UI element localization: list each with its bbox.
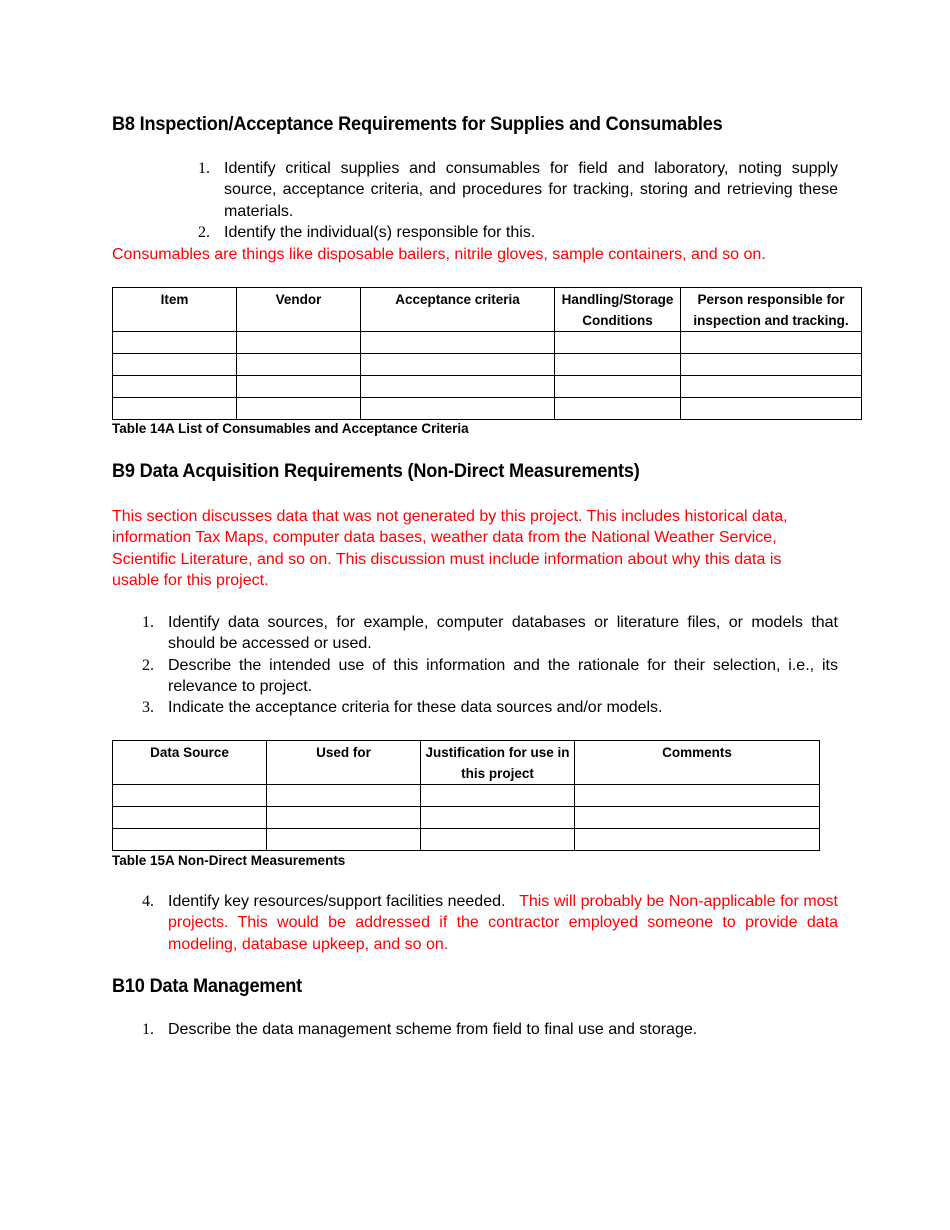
table-header-data-source: Data Source: [113, 741, 267, 785]
list-item: 4. Identify key resources/support facilities needed. This will probably be Non-applicable for most projects. This would be addressed if the contractor employed someone to provide data modeling, database upkeep, and so on.: [142, 893, 838, 953]
list-item: 2. Describe the intended use of this information and the rationale for their selection, i.e., its relevance to project.: [142, 656, 838, 695]
list-item: 1. Describe the data management scheme from field to final use and storage.: [142, 1021, 698, 1038]
list-item: 1. Identify critical supplies and consumables for field and laboratory, noting supply source, acceptance criteria, and procedures for tracking, storing and retrieving these materials.: [198, 160, 838, 220]
b10-list: [142, 1019, 838, 1040]
table-row: [113, 829, 820, 851]
b9-item4-note: This will probably be Non-applicable for most projects. This would be addressed if the contractor employed someone to provide data modeling, database upkeep, and so on.: [168, 893, 838, 953]
section-heading-b10: B10 Data Management: [112, 975, 302, 997]
section-heading-b9: B9 Data Acquisition Requirements (Non-Direct Measurements): [112, 460, 640, 482]
table-header-justification: Justification for use in this project: [421, 741, 575, 785]
table-header-used-for: Used for: [267, 741, 421, 785]
table-header-acceptance-criteria: Acceptance criteria: [361, 288, 555, 332]
consumables-table: [112, 287, 862, 420]
table-header-comments: Comments: [575, 741, 820, 785]
table-header-handling-storage: Handling/Storage Conditions: [555, 288, 681, 332]
list-item: 3. Indicate the acceptance criteria for these data sources and/or models.: [142, 699, 663, 717]
non-direct-measurements-table: [112, 740, 820, 851]
table-row: [113, 376, 862, 398]
b9-intro-note: This section discusses data that was not generated by this project. This includes historical data, information Tax Maps, computer data bases, weather data from the National Weather Service, Scientific Literature, and so on. This discussion must include information about why this data is usable for this project.: [112, 508, 788, 589]
b8-consumables-note: Consumables are things like disposable bailers, nitrile gloves, sample containers, and so on.: [112, 246, 766, 263]
table-header-person-responsible: Person responsible for inspection and tracking.: [681, 288, 862, 332]
table-14a-caption: Table 14A List of Consumables and Acceptance Criteria: [112, 421, 469, 436]
list-item: 1. Identify data sources, for example, computer databases or literature files, or models that should be accessed or used.: [142, 614, 838, 653]
table-header-item: Item: [113, 288, 237, 332]
table-15a-caption: Table 15A Non-Direct Measurements: [112, 853, 346, 868]
table-row: [113, 354, 862, 376]
b9-list: [142, 612, 838, 718]
table-row: [113, 332, 862, 354]
table-row: [113, 398, 862, 420]
table-row: [113, 785, 820, 807]
list-item: 2. Identify the individual(s) responsible for this.: [198, 223, 536, 241]
b8-list: [198, 158, 838, 243]
b9-list-continued: [142, 891, 838, 955]
section-heading-b8: B8 Inspection/Acceptance Requirements for Supplies and Consumables: [112, 113, 723, 135]
table-header-vendor: Vendor: [237, 288, 361, 332]
table-row: [113, 807, 820, 829]
